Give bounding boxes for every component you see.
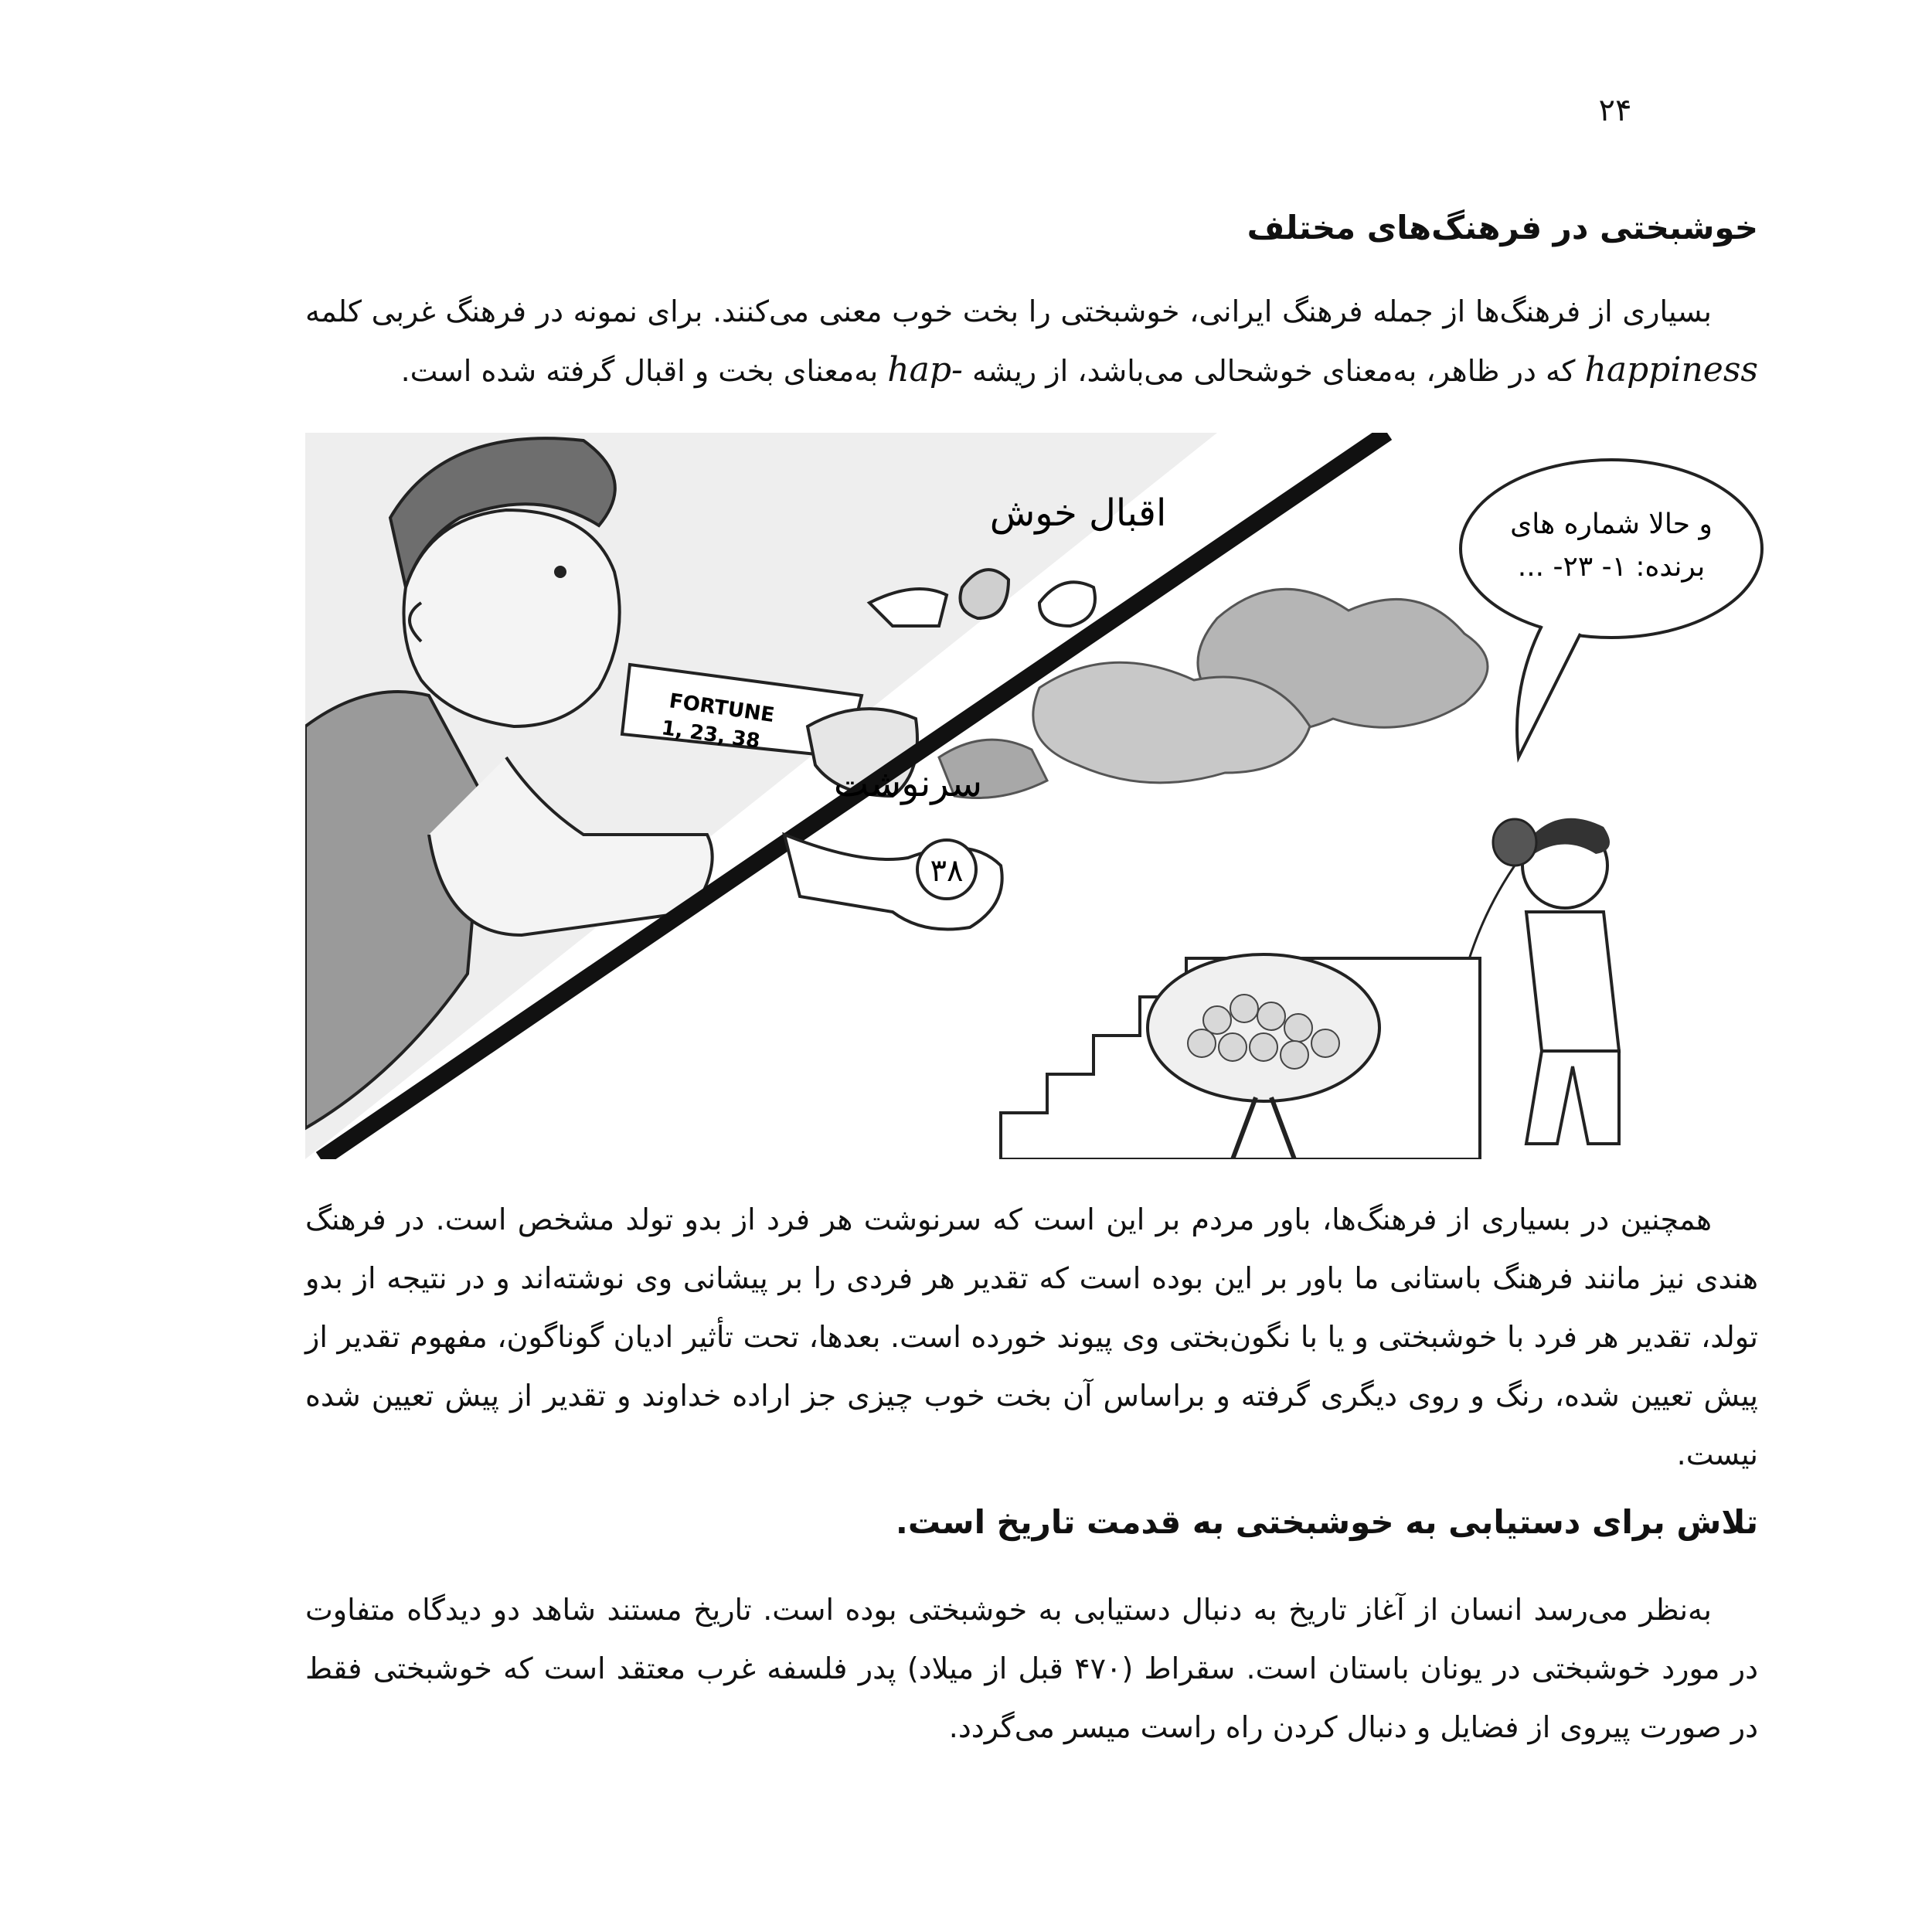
speech-bubble (1461, 460, 1762, 638)
intro-text-part3: به‌معنای بخت و اقبال گرفته شده است. (400, 354, 888, 388)
label-destiny: سرنوشت (833, 762, 983, 805)
word-hap: hap- (887, 350, 963, 389)
man-eye (554, 566, 566, 578)
presenter-legs (1526, 1051, 1619, 1144)
intro-text-part2: که در ظاهر، به‌معنای خوشحالی می‌باشد، از ریشه (962, 354, 1585, 388)
section-heading-cultures: خوشبختی در فرهنگ‌های مختلف (1247, 209, 1758, 247)
intro-text-part1: بسیاری از فرهنگ‌ها از جمله فرهنگ ایرانی، خوشبختی را بخت خوب معنی می‌کنند. برای نمونه در فرهنگ غربی کلمه (305, 294, 1712, 328)
microphone (1493, 819, 1536, 866)
presenter-body (1526, 912, 1619, 1051)
label-good-fortune: اقبال خوش (989, 492, 1167, 535)
speech-line-2: برنده: ۱- ۲۳- ... (1517, 551, 1706, 583)
cookie-piece-3 (1039, 582, 1095, 626)
lottery-ball-number: ۳۸ (930, 853, 964, 889)
speech-line-1: و حالا شماره های (1510, 509, 1713, 540)
page-number: ۲۴ (1598, 93, 1632, 128)
fortune-slip-numbers: 1, 23, 38 (660, 716, 762, 753)
cartoon-illustration (305, 433, 1770, 1159)
intro-paragraph (305, 282, 1758, 400)
section-heading-history: تلاش برای دستیابی به خوشبختی به قدمت تاریخ است. (895, 1503, 1758, 1541)
word-happiness: happiness (1584, 350, 1758, 389)
fate-paragraph: همچنین در بسیاری از فرهنگ‌ها، باور مردم بر این است که سرنوشت هر فرد از بدو تولد مشخص است. در فرهنگ هندی نیز مانند فرهنگ باستانی ما باور بر این بوده است که تقدیر هر فردی را بر پیشانی وی نوشته‌اند و در نتیجه از بدو تولد، تقدیر هر فرد با خوشبختی و یا با نگون‌بختی وی پیوند خورده است. بعدها، تحت تأثیر ادیان گوناگون، مفهوم تقدیر از پیش تعیین شده، رنگ و روی دیگری گرفته و براساس آن بخت خوب چیزی جز اراده خداوند و تقدیر از پیش تعیین شده نیست. (305, 1202, 1758, 1471)
man-head (404, 510, 620, 726)
speech-bubble-tail (1517, 626, 1580, 757)
fortune-slip-title: FORTUNE (668, 689, 776, 728)
history-paragraph: به‌نظر می‌رسد انسان از آغاز تاریخ به دنبال دستیابی به خوشبختی بوده است. تاریخ مستند شاهد دو دیدگاه متفاوت در مورد خوشبختی در یونان باستان است. سقراط (۴۷۰ قبل از میلاد) پدر فلسفه غرب معتقد است که خوشبختی فقط در صورت پیروی از فضایل و دنبال کردن راه راست میسر می‌گردد. (305, 1593, 1758, 1744)
